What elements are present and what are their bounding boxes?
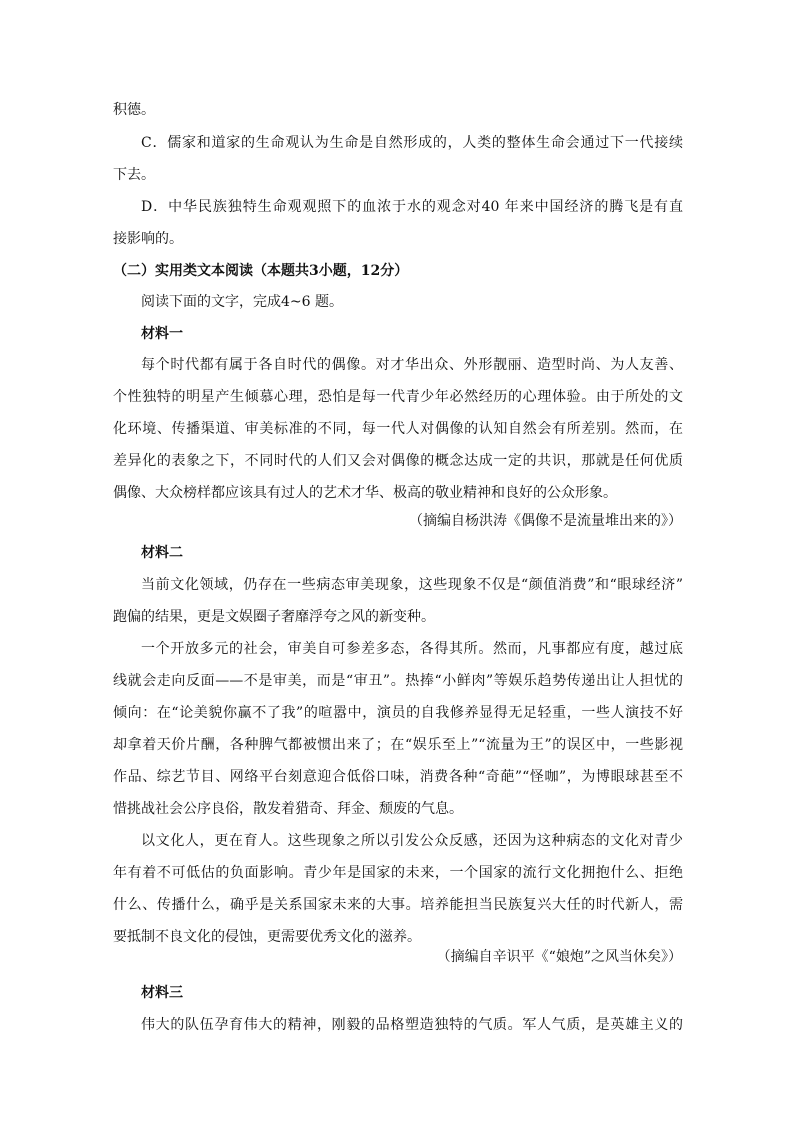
text-line: 积德。	[113, 102, 155, 118]
option-c-line: C．儒家和道家的生命观认为生命是自然形成的，人类的整体生命会通过下一代接续	[141, 135, 683, 151]
paragraph-line: 伟大的队伍孕育伟大的精神，刚毅的品格塑造独特的气质。军人气质，是英雄主义的	[141, 1017, 683, 1033]
option-d-line: D．中华民族独特生命观观照下的血浓于水的观念对40 年来中国经济的腾飞是有直	[141, 199, 683, 215]
paragraph-line: 什么、传播什么，确乎是关系国家未来的大事。培养能担当民族复兴大任的时代新人，需	[113, 897, 683, 913]
paragraph-line: 线就会走向反面——不是审美，而是“审丑”。热捧“小鲜肉”等娱乐趋势传递出让人担忧的	[113, 673, 683, 689]
section-heading: （二）实用类文本阅读（本题共3小题，12分）	[113, 263, 409, 279]
paragraph-line: 差异化的表象之下，不同时代的人们又会对偶像的概念达成一定的共识，那就是任何优质	[113, 453, 683, 469]
paragraph-line: 惜挑战社会公序良俗，散发着猎奇、拜金、颓废的气息。	[113, 801, 463, 817]
paragraph-line: 跑偏的结果，更是文娱圈子奢靡浮夸之风的新变种。	[113, 609, 435, 625]
material-label-1: 材料一	[141, 326, 183, 342]
paragraph-line: 以文化人，更在育人。这些现象之所以引发公众反感，还因为这种病态的文化对青少	[141, 833, 683, 849]
paragraph-line: 年有着不可低估的负面影响。青少年是国家的未来，一个国家的流行文化拥抱什么、拒绝	[113, 865, 683, 881]
paragraph-line: 倾向：在“论美貌你赢不了我”的喧嚣中，演员的自我修养显得无足轻重，一些人演技不好	[113, 705, 683, 721]
instruction-line: 阅读下面的文字，完成4~6 题。	[141, 294, 343, 310]
paragraph-line: 化环境、传播渠道、审美标准的不同，每一代人对偶像的认知自然会有所差别。然而，在	[113, 421, 683, 437]
text-line: 下去。	[113, 167, 155, 183]
paragraph-line: 当前文化领域，仍存在一些病态审美现象，这些现象不仅是“颜值消费”和“眼球经济”	[141, 577, 683, 593]
source-citation-1: （摘编自杨洪涛《偶像不是流量堆出来的》）	[409, 513, 682, 529]
material-label-2: 材料二	[141, 545, 183, 561]
paragraph-line: 作品、综艺节目、网络平台刻意迎合低俗口味，消费各种“奇葩”“怪咖”，为博眼球甚至不	[113, 769, 683, 785]
paragraph-line: 每个时代都有属于各自时代的偶像。对才华出众、外形靓丽、造型时尚、为人友善、	[141, 357, 683, 373]
paragraph-line: 个性独特的明星产生倾慕心理，恐怕是每一代青少年必然经历的心理体验。由于所处的文	[113, 389, 683, 405]
paragraph-line: 一个开放多元的社会，审美自可参差多态，各得其所。然而，凡事都应有度，越过底	[141, 641, 683, 657]
paragraph-line: 却拿着天价片酬，各种脾气都被惯出来了；在“娱乐至上”“流量为王”的误区中，一些影视	[113, 737, 683, 753]
paragraph-line: 偶像、大众榜样都应该具有过人的艺术才华、极高的敬业精神和良好的公众形象。	[113, 485, 617, 501]
paragraph-line: 要抵制不良文化的侵蚀，更需要优秀文化的滋养。	[113, 929, 421, 945]
text-line: 接影响的。	[113, 231, 183, 247]
source-citation-2: （摘编自辛识平《“娘炮”之风当休矣》）	[436, 949, 682, 965]
material-label-3: 材料三	[141, 985, 183, 1001]
